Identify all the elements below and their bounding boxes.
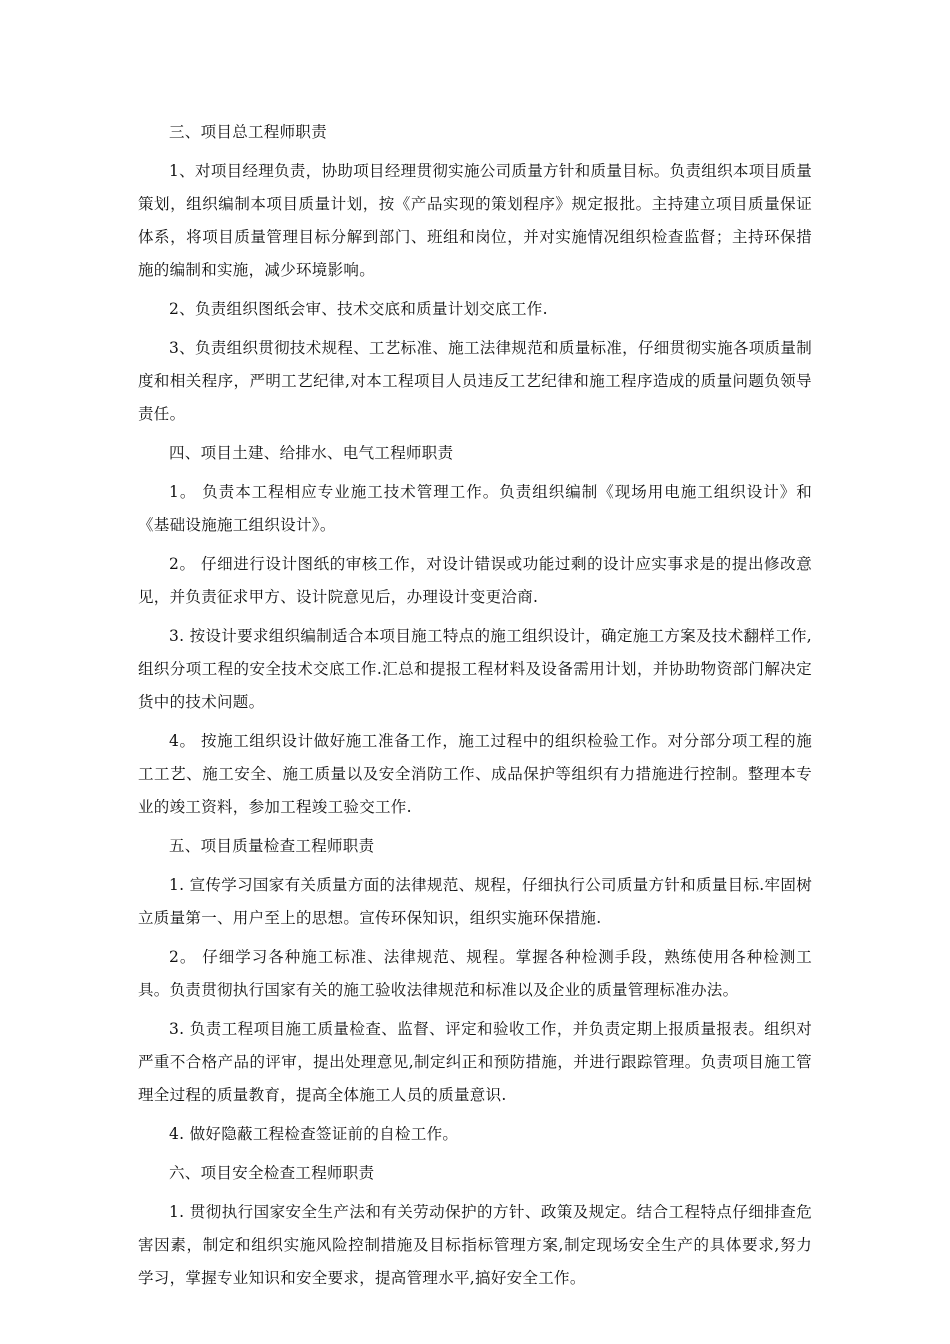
- paragraph: 1. 贯彻执行国家安全生产法和有关劳动保护的方针、政策及规定。结合工程特点仔细排查危害因素，制定和组织实施风险控制措施及目标指标管理方案,制定现场安全生产的具体要求,努力学习，掌握专业知识和安全要求，提高管理水平,搞好安全工作。: [138, 1203, 812, 1287]
- paragraph: 4。 按施工组织设计做好施工准备工作，施工过程中的组织检验工作。对分部分项工程的施工工艺、施工安全、施工质量以及安全消防工作、成品保护等组织有力措施进行控制。整理本专业的竣工资料，参加工程竣工验交工作.: [138, 732, 812, 816]
- paragraph: 1。 负责本工程相应专业施工技术管理工作。负责组织编制《现场用电施工组织设计》和《基础设施施工组织设计》。: [138, 483, 812, 534]
- document-page: [138, 116, 812, 1295]
- paragraph: 4. 做好隐蔽工程检查签证前的自检工作。: [169, 1125, 459, 1143]
- section-heading: 五、项目质量检查工程师职责: [169, 837, 375, 855]
- section-heading: 四、项目土建、给排水、电气工程师职责: [169, 444, 454, 462]
- section-heading: 三、项目总工程师职责: [169, 123, 328, 141]
- paragraph: 1、对项目经理负责，协助项目经理贯彻实施公司质量方针和质量目标。负责组织本项目质量策划，组织编制本项目质量计划，按《产品实现的策划程序》规定报批。主持建立项目质量保证体系，将项目质量管理目标分解到部门、班组和岗位，并对实施情况组织检查监督；主持环保措施的编制和实施，减少环境影响。: [138, 162, 812, 279]
- paragraph: 3. 按设计要求组织编制适合本项目施工特点的施工组织设计，确定施工方案及技术翻样工作,组织分项工程的安全技术交底工作.汇总和提报工程材料及设备需用计划，并协助物资部门解决定货中的技术问题。: [138, 627, 812, 711]
- paragraph: 2。 仔细进行设计图纸的审核工作，对设计错误或功能过剩的设计应实事求是的提出修改意见，并负责征求甲方、设计院意见后，办理设计变更洽商.: [138, 555, 812, 606]
- paragraph: 3. 负责工程项目施工质量检查、监督、评定和验收工作，并负责定期上报质量报表。组织对严重不合格产品的评审，提出处理意见,制定纠正和预防措施，并进行跟踪管理。负责项目施工管理全过程的质量教育，提高全体施工人员的质量意识.: [138, 1020, 812, 1104]
- paragraph: 1. 宣传学习国家有关质量方面的法律规范、规程，仔细执行公司质量方针和质量目标.牢固树立质量第一、用户至上的思想。宣传环保知识，组织实施环保措施.: [138, 876, 812, 927]
- paragraph: 3、负责组织贯彻技术规程、工艺标准、施工法律规范和质量标准，仔细贯彻实施各项质量制度和相关程序，严明工艺纪律,对本工程项目人员违反工艺纪律和施工程序造成的质量问题负领导责任。: [138, 339, 812, 423]
- paragraph: 2、负责组织图纸会审、技术交底和质量计划交底工作.: [169, 300, 548, 318]
- section-heading: 六、项目安全检查工程师职责: [169, 1164, 375, 1182]
- paragraph: 2。 仔细学习各种施工标准、法律规范、规程。掌握各种检测手段，熟练使用各种检测工具。负责贯彻执行国家有关的施工验收法律规范和标准以及企业的质量管理标准办法。: [138, 948, 812, 999]
